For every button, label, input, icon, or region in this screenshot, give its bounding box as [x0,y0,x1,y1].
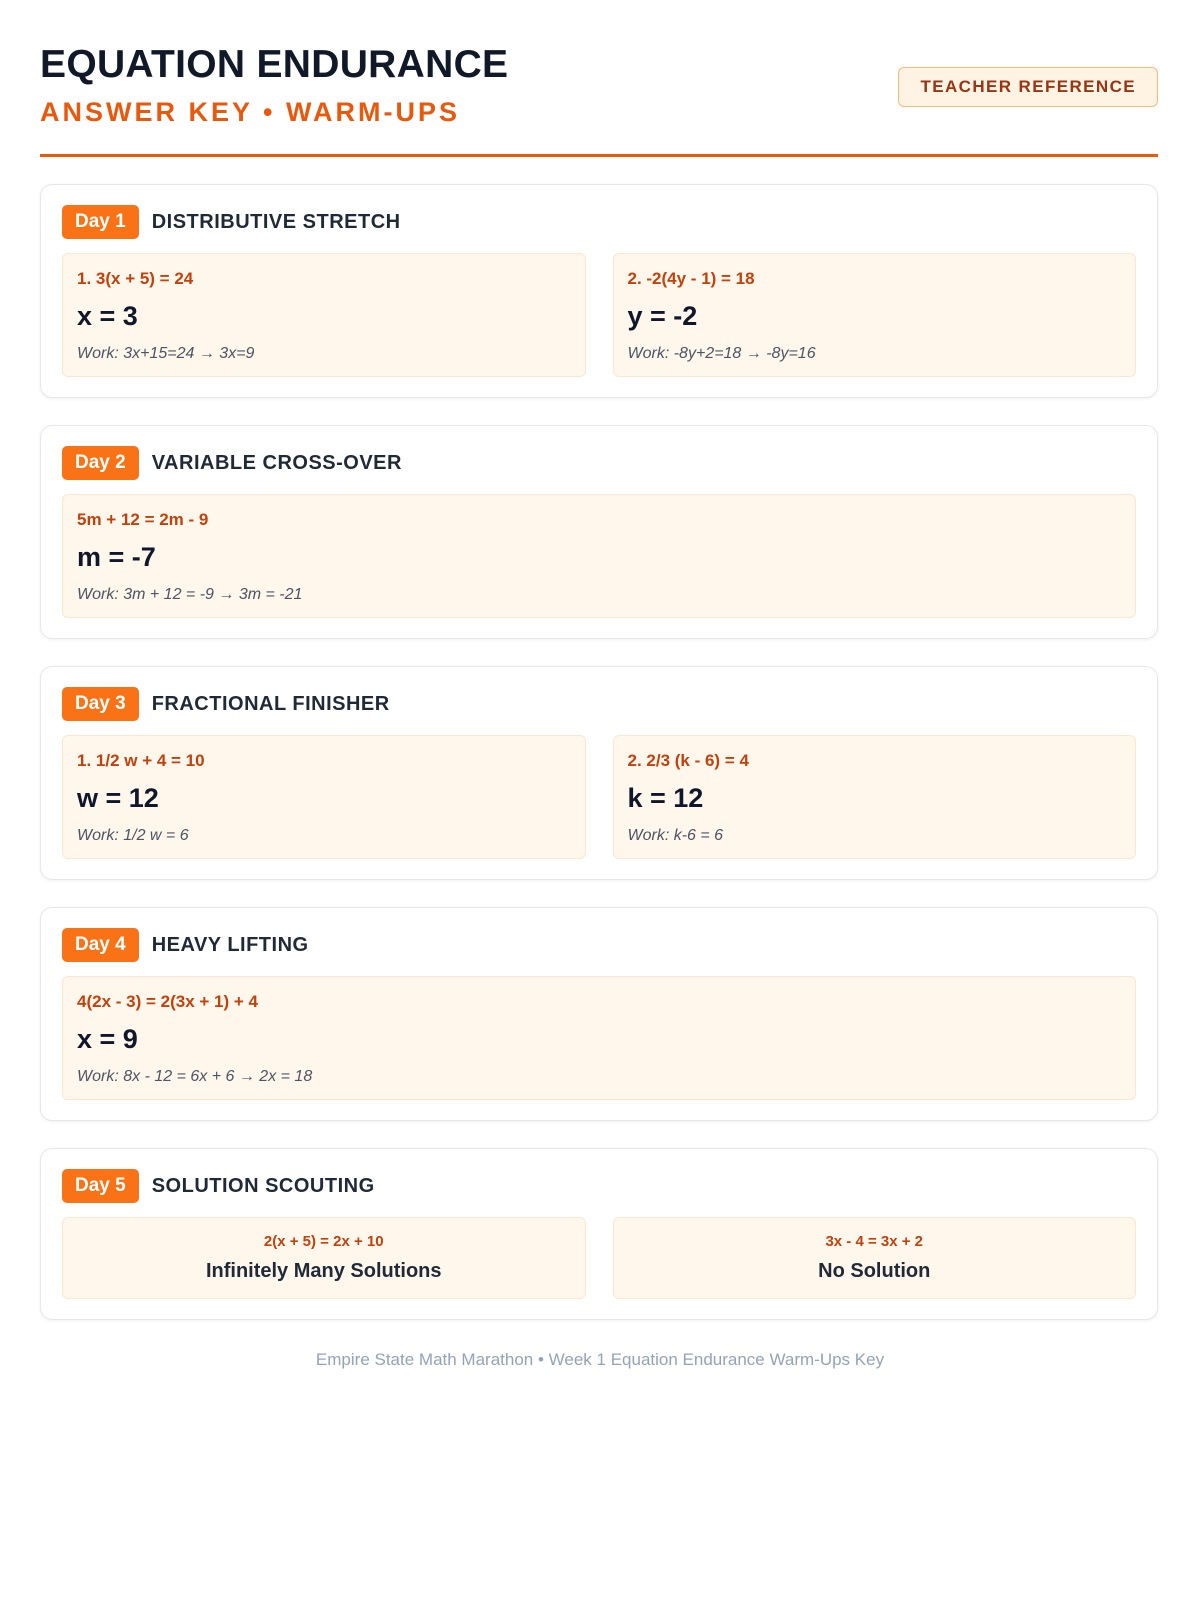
problem-box [613,735,1137,859]
title-block [40,44,508,128]
problem-equation: 2(x + 5) = 2x + 10 [263,1233,384,1250]
problem-answer: x = 9 [77,1024,138,1054]
page-header [40,44,1160,152]
problem-box [62,735,586,859]
problem-box [62,976,1136,1100]
day-card-5 [40,1148,1158,1320]
day-title: VARIABLE CROSS-OVER [151,451,402,474]
day-card-header [62,1169,1136,1203]
teacher-reference-badge: TEACHER REFERENCE [898,67,1158,107]
problem-box [62,494,1136,618]
day-tag: Day 4 [62,928,139,962]
day-card-1 [40,184,1158,398]
problem-work: Work: k-6 = 6 [627,827,724,844]
problem-answer: y = -2 [627,301,698,331]
problem-list [62,976,1136,1100]
day-card-2 [40,425,1158,639]
problem-result: No Solution [818,1260,931,1282]
problem-equation: 1. 1/2 w + 4 = 10 [77,751,205,770]
problem-equation: 3x - 4 = 3x + 2 [825,1233,924,1250]
problem-answer: w = 12 [77,783,159,813]
day-tag: Day 1 [62,205,139,239]
day-title: DISTRIBUTIVE STRETCH [151,210,401,233]
problem-equation: 2. 2/3 (k - 6) = 4 [627,751,749,770]
day-tag: Day 3 [62,687,139,721]
problem-box [62,253,586,377]
day-title: FRACTIONAL FINISHER [151,692,390,715]
day-tag: Day 5 [62,1169,139,1203]
problem-equation: 2. -2(4y - 1) = 18 [627,269,755,288]
problem-answer: k = 12 [627,783,704,813]
day-tag: Day 2 [62,446,139,480]
day-title: HEAVY LIFTING [151,933,309,956]
day-card-header [62,928,1136,962]
page-subtitle: ANSWER KEY • WARM-UPS [40,97,460,127]
problem-equation: 1. 3(x + 5) = 24 [77,269,194,288]
day-card-3 [40,666,1158,880]
problem-work: Work: 3x+15=24 → 3x=9 [77,345,255,362]
problem-equation: 5m + 12 = 2m - 9 [77,510,209,529]
page-title: EQUATION ENDURANCE [40,43,509,86]
day-card-header [62,205,1136,239]
problem-work: Work: 1/2 w = 6 [77,827,189,844]
problem-result: Infinitely Many Solutions [205,1260,442,1282]
problem-list [62,735,1136,859]
problem-answer: x = 3 [77,301,138,331]
problem-work: Work: -8y+2=18 → -8y=16 [627,345,816,362]
day-title: SOLUTION SCOUTING [151,1174,375,1197]
day-card-4 [40,907,1158,1121]
problem-box [62,1217,586,1299]
problem-box [613,1217,1137,1299]
day-card-header [62,446,1136,480]
problem-box [613,253,1137,377]
problem-work: Work: 8x - 12 = 6x + 6 → 2x = 18 [77,1068,313,1085]
day-card-header [62,687,1136,721]
page-footer: Empire State Math Marathon • Week 1 Equation Endurance Warm-Ups Key [315,1350,885,1369]
problem-list [62,1217,1136,1299]
header-divider [40,154,1158,157]
problem-list [62,253,1136,377]
problem-equation: 4(2x - 3) = 2(3x + 1) + 4 [77,992,258,1011]
problem-list [62,494,1136,618]
problem-work: Work: 3m + 12 = -9 → 3m = -21 [77,586,303,603]
problem-answer: m = -7 [77,542,156,572]
